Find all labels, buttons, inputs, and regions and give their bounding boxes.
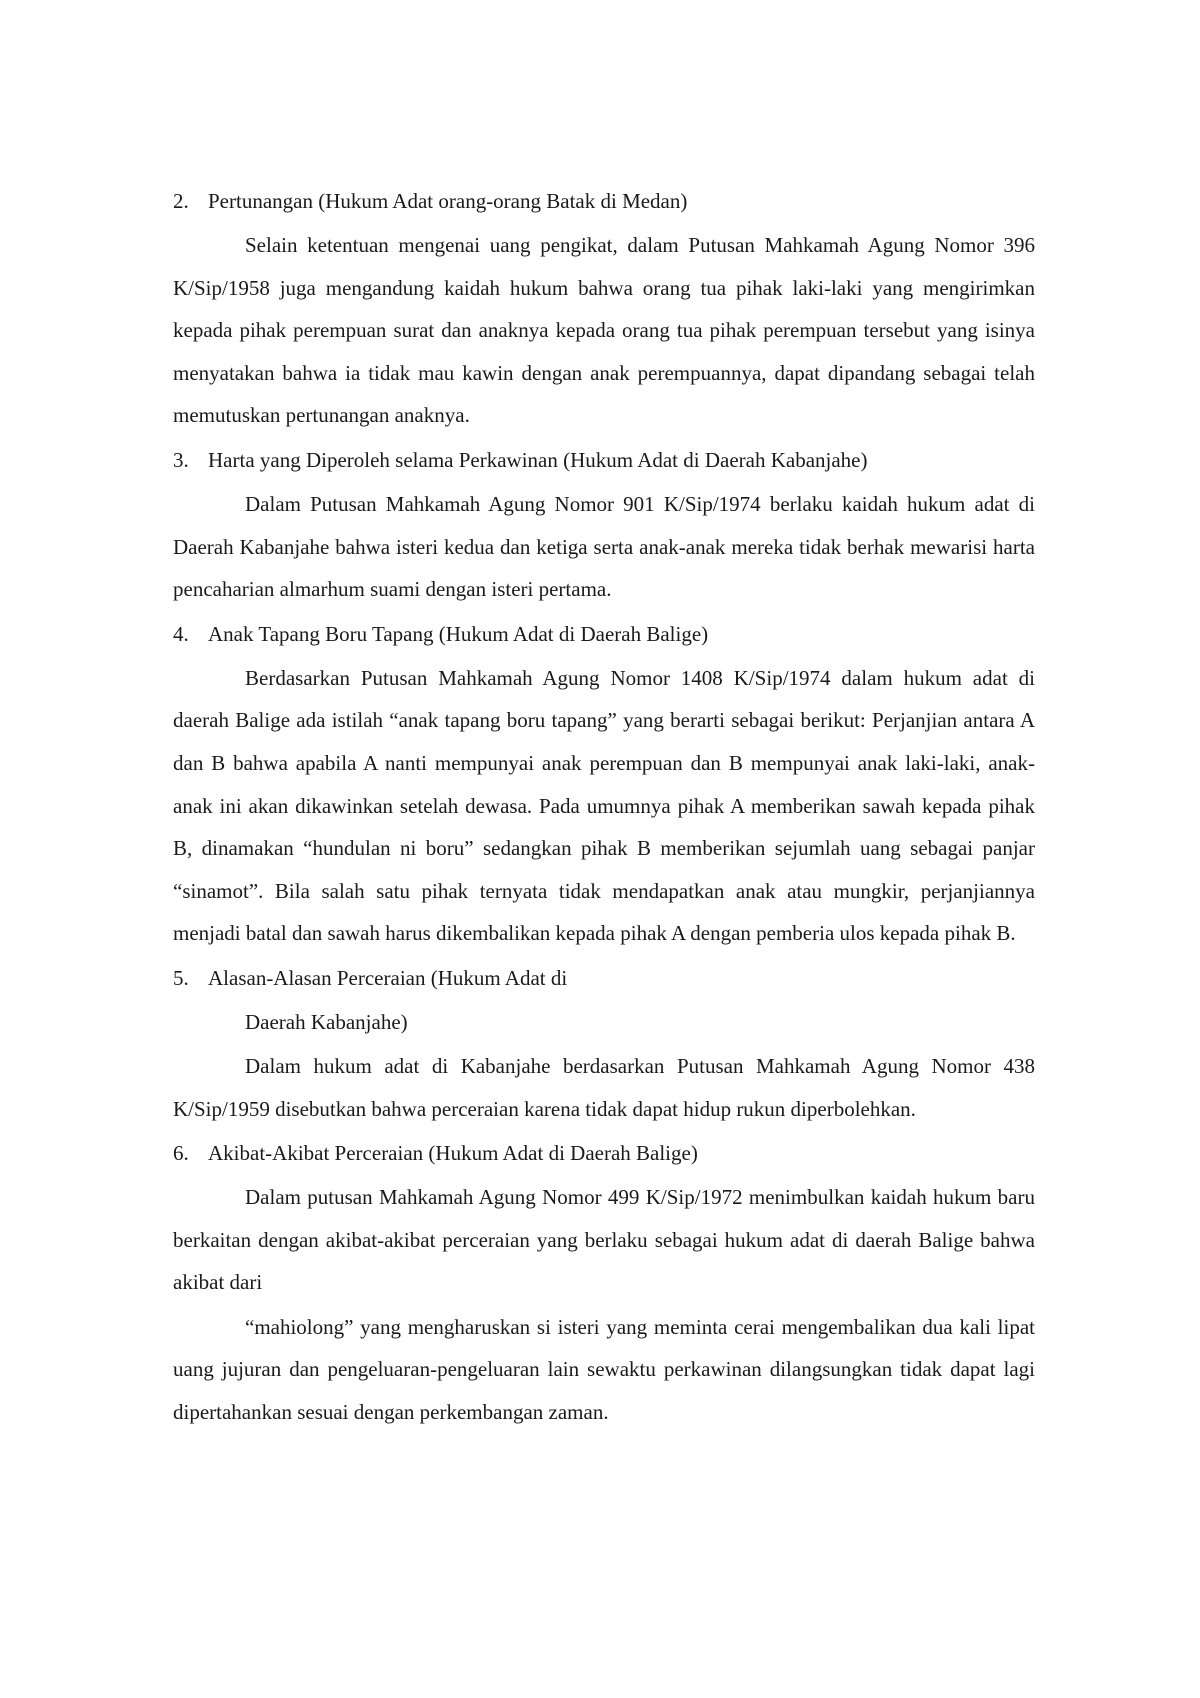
body-paragraph: Dalam putusan Mahkamah Agung Nomor 499 K/Sip/1972 menimbulkan kaidah hukum baru berkaitan dengan akibat-akibat perceraian yang berlaku sebagai hukum adat di daerah Balige bahwa akibat dari — [173, 1185, 1035, 1295]
section-title-continuation: Daerah Kabanjahe) — [245, 1009, 408, 1034]
section-number: 3. — [173, 447, 189, 472]
section-heading — [173, 957, 1035, 999]
section-heading — [173, 439, 1035, 481]
body-paragraph: Dalam Putusan Mahkamah Agung Nomor 901 K/Sip/1974 berlaku kaidah hukum adat di Daerah Kabanjahe bahwa isteri kedua dan ketiga serta anak-anak mereka tidak berhak mewarisi harta pencaharian almarhum suami dengan isteri pertama. — [173, 491, 1035, 602]
body-paragraph: Dalam hukum adat di Kabanjahe berdasarkan Putusan Mahkamah Agung Nomor 438 K/Sip/1959 disebutkan bahwa perceraian karena tidak dapat hidup rukun diperbolehkan. — [173, 1053, 1035, 1121]
section-title: Harta yang Diperoleh selama Perkawinan (Hukum Adat di Daerah Kabanjahe) — [208, 447, 868, 472]
section-title: Anak Tapang Boru Tapang (Hukum Adat di Daerah Balige) — [208, 621, 709, 646]
section-heading — [173, 180, 1035, 222]
section-number: 4. — [173, 621, 189, 646]
body-paragraph: “mahiolong” yang mengharuskan si isteri yang meminta cerai mengembalikan dua kali lipat uang jujuran dan pengeluaran-pengeluaran lain sewaktu perkawinan dilangsungkan tidak dapat lagi dipertahankan sesuai dengan perkembangan zaman. — [173, 1314, 1035, 1425]
section-title: Akibat-Akibat Perceraian (Hukum Adat di Daerah Balige) — [208, 1141, 698, 1166]
section-heading — [173, 1132, 1035, 1174]
document-page — [173, 180, 1035, 1436]
body-paragraph: Selain ketentuan mengenai uang pengikat, dalam Putusan Mahkamah Agung Nomor 396 K/Sip/1958 juga mengandung kaidah hukum bahwa orang tua pihak laki-laki yang mengirimkan kepada pihak perempuan surat dan anaknya kepada orang tua pihak perempuan tersebut yang isinya menyatakan bahwa ia tidak mau kawin dengan anak perempuannya, dapat dipandang sebagai telah memutuskan pertunangan anaknya. — [173, 233, 1035, 428]
section-number: 6. — [173, 1141, 189, 1166]
section-number: 5. — [173, 965, 189, 990]
section-title: Alasan-Alasan Perceraian (Hukum Adat di — [208, 965, 568, 990]
section-number: 2. — [173, 189, 189, 213]
section-title: Pertunangan (Hukum Adat orang-orang Batak di Medan) — [208, 189, 688, 213]
section-heading — [173, 613, 1035, 655]
body-paragraph: Berdasarkan Putusan Mahkamah Agung Nomor 1408 K/Sip/1974 dalam hukum adat di daerah Balige ada istilah “anak tapang boru tapang” yang berarti sebagai berikut: Perjanjian antara A dan B bahwa apabila A nanti mempunyai anak perempuan dan B mempunyai anak laki-laki, anak-anak ini akan dikawinkan setelah dewasa. Pada umumnya pihak A memberikan sawah kepada pihak B, dinamakan “hundulan ni boru” sedangkan pihak B memberikan sejumlah uang sebagai panjar “sinamot”. Bila salah satu pihak ternyata tidak mendapatkan anak atau mungkir, perjanjiannya menjadi batal dan sawah harus dikembalikan kepada pihak A dengan pemberia ulos kepada pihak B. — [173, 665, 1035, 946]
